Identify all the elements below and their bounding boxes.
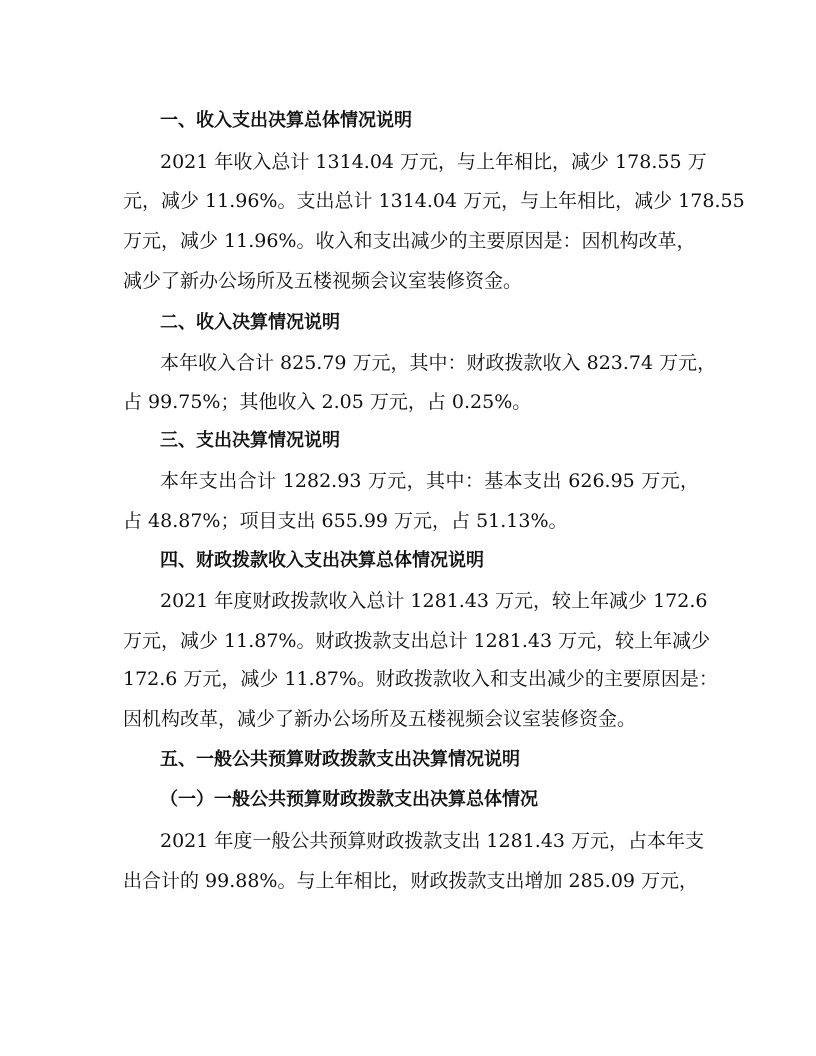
section-2-heading: 二、收入决算情况说明 [160,312,340,333]
section-1-line-2: 元，减少 11.96%。支出总计 1314.04 万元，与上年相比，减少 178.55 [123,190,745,212]
section-1-line-4: 减少了新办公场所及五楼视频会议室装修资金。 [123,270,523,292]
section-2-line-1: 本年收入合计 825.79 万元，其中：财政拨款收入 823.74 万元， [160,352,717,374]
section-3-heading: 三、支出决算情况说明 [160,430,340,451]
section-2-line-2: 占 99.75%；其他收入 2.05 万元，占 0.25%。 [123,391,532,413]
section-1-heading: 一、收入支出决算总体情况说明 [160,110,412,131]
section-4-line-3: 172.6 万元，减少 11.87%。财政拨款收入和支出减少的主要原因是： [123,668,718,690]
section-4-line-4: 因机构改革，减少了新办公场所及五楼视频会议室装修资金。 [123,708,637,730]
section-3-line-1: 本年支出合计 1282.93 万元，其中：基本支出 626.95 万元， [160,470,699,492]
section-3-line-2: 占 48.87%；项目支出 655.99 万元，占 51.13%。 [123,510,568,532]
section-4-line-1: 2021 年度财政拨款收入总计 1281.43 万元，较上年减少 172.6 [160,590,708,612]
section-1-line-1: 2021 年收入总计 1314.04 万元，与上年相比，减少 178.55 万 [160,151,707,173]
section-4-heading: 四、财政拨款收入支出决算总体情况说明 [160,550,484,571]
section-5-line-2: 出合计的 99.88%。与上年相比，财政拨款支出增加 285.09 万元， [123,870,699,892]
section-1-line-3: 万元，减少 11.96%。收入和支出减少的主要原因是：因机构改革， [123,230,696,252]
section-5-subheading: （一）一般公共预算财政拨款支出决算总体情况 [160,789,538,810]
section-5-line-1: 2021 年度一般公共预算财政拨款支出 1281.43 万元，占本年支 [160,830,705,852]
section-5-heading: 五、一般公共预算财政拨款支出决算情况说明 [160,749,520,770]
section-4-line-2: 万元，减少 11.87%。财政拨款支出总计 1281.43 万元，较上年减少 [123,630,711,652]
